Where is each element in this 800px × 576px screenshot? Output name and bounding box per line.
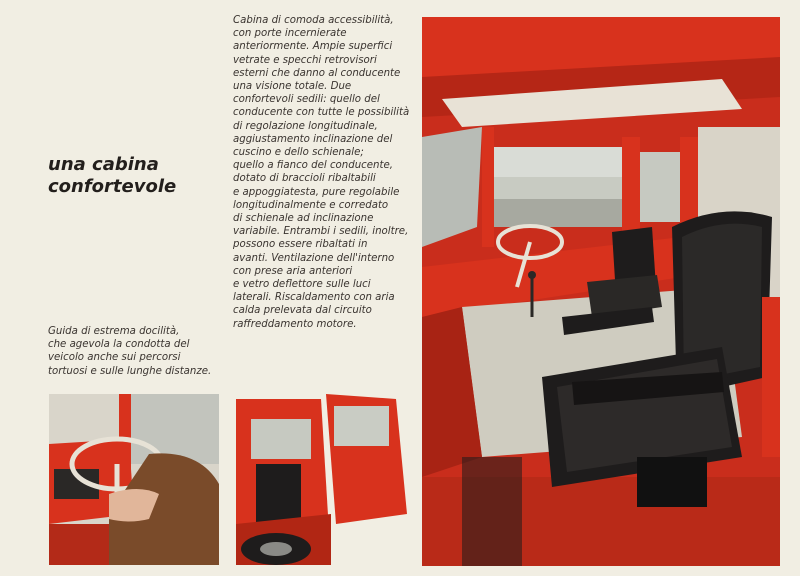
body-line: avanti. Ventilazione dell'interno [233, 252, 395, 264]
body-line: con porte incernierate [233, 28, 347, 40]
caption-line: Guida di estrema docilità, [48, 326, 180, 337]
body-line: aggiustamento inclinazione del [233, 133, 393, 145]
body-line: esterni che danno al conducente [233, 67, 401, 79]
body-line: laterali. Riscaldamento con aria [233, 292, 395, 304]
body-line: di regolazione longitudinale, [233, 120, 378, 132]
body-line: Cabina di comoda accessibilità, [233, 15, 394, 26]
caption-line: che agevola la condotta del [48, 339, 190, 351]
body-line: variabile. Entrambi i sedili, inoltre, [233, 226, 409, 238]
body-line: con prese aria anteriori [233, 265, 353, 277]
open-cab-photo [236, 394, 407, 565]
body-line: e vetro deflettore sulle luci [233, 279, 371, 291]
body-line: raffreddamento motore. [233, 318, 357, 330]
body-line: quello a fianco del conducente, [233, 160, 394, 172]
body-line: e appoggiatesta, pure regolabile [233, 186, 400, 198]
body-line: possono essere ribaltati in [233, 239, 368, 251]
cab-interior-photo [422, 17, 780, 566]
driving-caption [48, 325, 228, 378]
body-line: calda prelevata dal circuito [233, 305, 372, 317]
body-line: dotato di braccioli ribaltabili [233, 173, 376, 185]
cabin-description [233, 14, 421, 331]
caption-line: veicolo anche sui percorsi [48, 352, 181, 364]
body-line: conducente con tutte le possibilità [233, 107, 410, 119]
body-line: cuscino e dello schienale; [233, 147, 364, 159]
body-line: vetrate e specchi retrovisori [233, 54, 377, 66]
caption-line: tortuosi e sulle lunghe distanze. [48, 365, 212, 377]
steering-wheel-photo [49, 394, 219, 565]
body-line: una visione totale. Due [233, 81, 352, 93]
section-heading [48, 154, 228, 198]
body-line: longitudinalmente e corredato [233, 199, 389, 211]
body-line: confortevoli sedili: quello del [233, 94, 380, 106]
body-line: anteriormente. Ampie superfici [233, 41, 393, 53]
body-line: di schienale ad inclinazione [233, 213, 374, 225]
heading-line-2: confortevole [48, 176, 177, 197]
heading-line-1: una cabina [48, 154, 159, 175]
